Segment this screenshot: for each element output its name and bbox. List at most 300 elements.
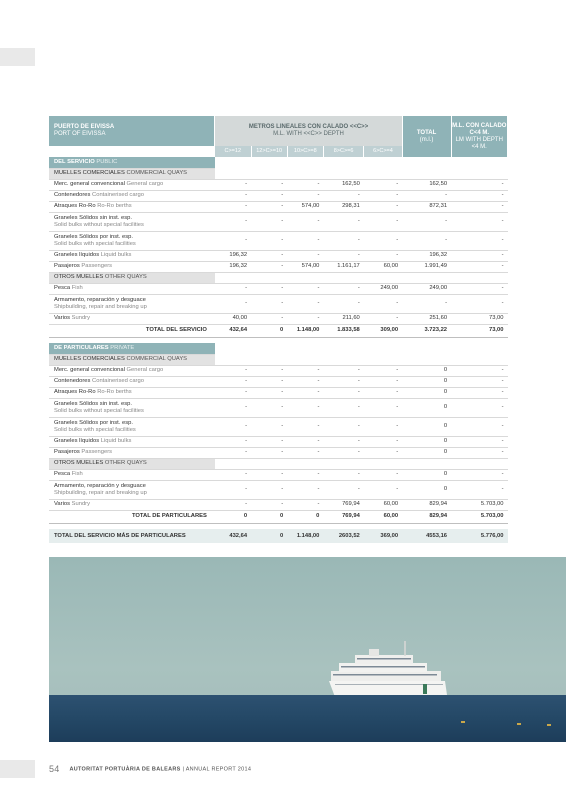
table-cell: - (323, 212, 363, 231)
row-label (49, 294, 215, 313)
section-header-spacer (215, 343, 508, 354)
table-cell: - (287, 283, 323, 294)
row-label-en: Passengers (81, 263, 113, 269)
table-cell: - (215, 201, 251, 212)
total-cell: 60,00 (364, 510, 402, 523)
page-number: 54 (49, 764, 60, 774)
table-cell: - (323, 398, 363, 417)
header-metros-es: METROS LINEALES CON CALADO <<C>> (248, 124, 369, 130)
table-cell: - (215, 469, 251, 480)
row-label (49, 376, 215, 387)
table-cell: - (251, 480, 287, 499)
row-label-es: Pesca (54, 471, 71, 477)
row-label-es: Graneles Sólidos por inst. esp. (54, 419, 133, 426)
total-cell: 309,00 (364, 324, 402, 337)
table-cell: - (364, 480, 402, 499)
table-cell: 40,00 (215, 313, 251, 324)
row-label-es: Graneles Sólidos por inst. esp. (54, 233, 133, 240)
table-cell: - (287, 212, 323, 231)
table-cell: - (287, 469, 323, 480)
table-cell: 162,50 (402, 179, 451, 190)
total-cell: 73,00 (451, 324, 507, 337)
table-cell: - (323, 294, 363, 313)
group-header-spacer (215, 168, 508, 179)
table-cell: - (287, 499, 323, 510)
header-port (49, 116, 215, 146)
row-label (49, 201, 215, 212)
row-label-en: Fish (71, 285, 83, 291)
table-cell: 60,00 (364, 499, 402, 510)
row-label-en: Sundry (71, 315, 91, 321)
table-cell: - (451, 469, 507, 480)
table-row (49, 261, 508, 272)
table-cell: - (215, 436, 251, 447)
table-cell: - (323, 190, 363, 201)
table-cell: - (402, 212, 451, 231)
section-total-row (49, 324, 508, 337)
table-cell: - (287, 231, 323, 250)
section-header (49, 157, 508, 168)
row-label (49, 469, 215, 480)
row-label-es: Graneles líquidos (54, 438, 100, 444)
sea (49, 695, 566, 742)
group-header (49, 354, 508, 365)
table-cell: 73,00 (451, 313, 507, 324)
depth-band-header: 12>C>=10 (251, 146, 287, 157)
group-header-title-en: COMMERCIAL QUAYS (126, 170, 188, 176)
group-header-label (49, 272, 215, 283)
table-cell: - (251, 212, 287, 231)
table-cell: 251,60 (402, 313, 451, 324)
table-row (49, 499, 508, 510)
table-cell: 60,00 (364, 261, 402, 272)
group-header-spacer (215, 458, 508, 469)
table-cell: - (215, 480, 251, 499)
table-cell: - (251, 190, 287, 201)
row-label-en: Containerised cargo (92, 378, 144, 384)
row-label-es: Atraques Ro-Ro (54, 389, 96, 395)
table-row (49, 212, 508, 231)
group-header-title-es: OTROS MUELLES (54, 460, 104, 466)
table-cell: 5.703,00 (451, 499, 507, 510)
header-ml-en: LM WITH DEPTH <4 M. (455, 136, 503, 150)
row-label (49, 398, 215, 417)
total-cell: 769,94 (323, 510, 363, 523)
table-cell: 196,32 (402, 250, 451, 261)
row-label-es: Atraques Ro-Ro (54, 203, 96, 209)
table-cell: - (364, 417, 402, 436)
table-cell: - (287, 376, 323, 387)
table-cell: - (287, 365, 323, 376)
grand-total-cell: 0 (251, 529, 287, 543)
table-cell: - (364, 313, 402, 324)
group-header-title-en: OTHER QUAYS (104, 274, 147, 280)
row-label-en: Fish (71, 471, 83, 477)
section-header-label (49, 343, 215, 354)
table-cell: - (364, 436, 402, 447)
row-label (49, 436, 215, 447)
table-cell: - (364, 469, 402, 480)
section-total-row (49, 510, 508, 523)
table-cell: - (215, 294, 251, 313)
header-blank (49, 146, 215, 157)
side-tab-marker (0, 760, 35, 778)
row-label (49, 480, 215, 499)
grand-total-cell: 369,00 (364, 529, 402, 543)
table-cell: - (215, 398, 251, 417)
table-cell: - (287, 294, 323, 313)
table-cell: - (251, 499, 287, 510)
section-header-title-en: PRIVATE (110, 344, 135, 351)
table-cell: - (287, 190, 323, 201)
total-cell: 5.703,00 (451, 510, 507, 523)
table-cell: 769,94 (323, 499, 363, 510)
section-header-spacer (215, 157, 508, 168)
table-cell: - (451, 436, 507, 447)
table-cell: - (451, 447, 507, 458)
table-cell: 249,00 (402, 283, 451, 294)
section-total-label: TOTAL DE PARTICULARES (49, 510, 215, 523)
table-cell: - (251, 365, 287, 376)
total-cell: 432,64 (215, 324, 251, 337)
table-cell: 0 (402, 469, 451, 480)
row-label-es: Graneles Sólidos sin inst. esp. (54, 400, 132, 407)
table-row (49, 294, 508, 313)
table-cell: - (251, 387, 287, 398)
table-cell: - (251, 201, 287, 212)
table-cell: - (451, 387, 507, 398)
table-cell: 298,31 (323, 201, 363, 212)
table-cell: - (215, 417, 251, 436)
row-label (49, 231, 215, 250)
total-cell: 0 (215, 510, 251, 523)
row-label-en: Solid bulks without special facilities (54, 221, 144, 228)
table-cell: - (323, 447, 363, 458)
total-cell: 0 (251, 324, 287, 337)
table-cell: - (323, 231, 363, 250)
table-cell: - (251, 376, 287, 387)
depth-band-header: 6>C>=4 (364, 146, 402, 157)
group-header-title-es: MUELLES COMERCIALES (54, 356, 125, 362)
table-cell: 0 (402, 480, 451, 499)
row-label-es: Graneles líquidos (54, 252, 100, 258)
table-cell: - (364, 376, 402, 387)
table-cell: - (323, 436, 363, 447)
table-cell: - (323, 387, 363, 398)
table-cell: - (251, 313, 287, 324)
section-header-title-es: DEL SERVICIO (54, 158, 95, 165)
table-row (49, 179, 508, 190)
side-tab-marker (0, 48, 35, 66)
buoy (461, 721, 465, 723)
table-cell: 0 (402, 417, 451, 436)
table-cell: - (215, 190, 251, 201)
header-total-unit: (m.l.) (419, 136, 434, 143)
table-row (49, 469, 508, 480)
ferry-photo (49, 557, 566, 742)
table-cell: - (287, 250, 323, 261)
group-header-title-en: OTHER QUAYS (104, 460, 147, 466)
table-cell: 0 (402, 398, 451, 417)
group-header-spacer (215, 272, 508, 283)
depth-band-header: 10>C>=8 (287, 146, 323, 157)
table-cell: - (215, 499, 251, 510)
row-label (49, 417, 215, 436)
table-row (49, 447, 508, 458)
table-cell: - (251, 294, 287, 313)
total-cell: 1.833,58 (323, 324, 363, 337)
table-cell: - (287, 398, 323, 417)
table-cell: - (215, 365, 251, 376)
table-row (49, 190, 508, 201)
table-cell: - (364, 387, 402, 398)
total-cell: 829,94 (402, 510, 451, 523)
row-label-en: Ro-Ro berths (97, 389, 132, 395)
table-cell: - (215, 387, 251, 398)
grand-total-cell: 5.776,00 (451, 529, 507, 543)
row-label-es: Pasajeros (54, 449, 80, 455)
group-header-spacer (215, 354, 508, 365)
table-cell: - (364, 250, 402, 261)
row-label-en: Liquid bulks (100, 438, 132, 444)
grand-total-cell: 4553,16 (402, 529, 451, 543)
grand-total-label: TOTAL DEL SERVICIO MÁS DE PARTICULARES (49, 529, 215, 543)
buoy (517, 723, 521, 725)
table-cell: - (364, 365, 402, 376)
row-label (49, 212, 215, 231)
table-cell: - (451, 294, 507, 313)
table-cell: - (451, 190, 507, 201)
table-cell: - (287, 436, 323, 447)
depth-band-header: 8>C>=6 (323, 146, 363, 157)
row-label-en: Solid bulks with special facilities (54, 426, 136, 433)
row-label (49, 283, 215, 294)
row-label-en: Sundry (71, 501, 91, 507)
row-label-es: Contenedores (54, 192, 91, 198)
table-cell: 1.991,49 (402, 261, 451, 272)
table-row (49, 283, 508, 294)
table-cell: - (364, 201, 402, 212)
table-cell: - (215, 179, 251, 190)
table-row (49, 436, 508, 447)
row-label-es: Merc. general convencional (54, 181, 125, 187)
row-label (49, 261, 215, 272)
row-label (49, 250, 215, 261)
table-cell: - (323, 480, 363, 499)
table-cell: - (287, 417, 323, 436)
page-footer (49, 764, 251, 774)
table-row (49, 250, 508, 261)
group-header-title-en: COMMERCIAL QUAYS (126, 356, 188, 362)
row-label-es: Pasajeros (54, 263, 80, 269)
section-header-label (49, 157, 215, 168)
header-total (402, 116, 451, 157)
header-total-es: TOTAL (416, 129, 437, 136)
group-header (49, 458, 508, 469)
header-metros-en: M.L. WITH <<C>> DEPTH (273, 131, 344, 137)
row-label-es: Armamento, reparación y desguace (54, 482, 146, 489)
table-cell: - (215, 212, 251, 231)
table-cell: - (364, 294, 402, 313)
table-row (49, 376, 508, 387)
table-cell: - (287, 313, 323, 324)
table-cell: 0 (402, 436, 451, 447)
table-cell: - (451, 417, 507, 436)
table-cell: - (215, 376, 251, 387)
row-label-es: Varios (54, 315, 71, 321)
row-label-en: Containerised cargo (92, 192, 144, 198)
table-cell: 0 (402, 387, 451, 398)
table-cell: - (287, 447, 323, 458)
row-label-es: Pesca (54, 285, 71, 291)
header-port-es: PUERTO DE EIVISSA (54, 124, 115, 130)
section-total-label: TOTAL DEL SERVICIO (49, 324, 215, 337)
row-label-en: Shipbuilding, repair and breaking up (54, 303, 147, 310)
group-header (49, 272, 508, 283)
total-cell: 0 (251, 510, 287, 523)
table-cell: - (451, 480, 507, 499)
group-header-label (49, 354, 215, 365)
table-cell: - (364, 231, 402, 250)
section-header-title-es: DE PARTICULARES (54, 344, 109, 351)
table-row (49, 398, 508, 417)
grand-total-cell: 1.148,00 (287, 529, 323, 543)
table-cell: 211,60 (323, 313, 363, 324)
table-cell: - (251, 436, 287, 447)
table-cell: - (251, 179, 287, 190)
header-port-en: PORT OF EIVISSA (54, 131, 106, 137)
table-cell: 0 (402, 376, 451, 387)
table-cell: 162,50 (323, 179, 363, 190)
grand-total-cell: 432,64 (215, 529, 251, 543)
row-label (49, 499, 215, 510)
footer-org: AUTORITAT PORTUÀRIA DE BALEARS (69, 766, 181, 773)
table-cell: 249,00 (364, 283, 402, 294)
table-cell: - (364, 398, 402, 417)
row-label-en: Shipbuilding, repair and breaking up (54, 489, 147, 496)
group-header-title-es: MUELLES COMERCIALES (54, 170, 125, 176)
table-cell: - (451, 283, 507, 294)
table-cell: - (251, 250, 287, 261)
group-header (49, 168, 508, 179)
header-ml (451, 116, 507, 157)
table-cell: 829,94 (402, 499, 451, 510)
depth-band-header: C>=12 (215, 146, 251, 157)
table-cell: - (451, 250, 507, 261)
table-cell: - (323, 365, 363, 376)
table-cell: 574,00 (287, 201, 323, 212)
table-cell: - (287, 179, 323, 190)
buoy (547, 724, 551, 726)
table-cell: - (323, 283, 363, 294)
table-cell: - (402, 231, 451, 250)
table-cell: 872,31 (402, 201, 451, 212)
row-label (49, 190, 215, 201)
table-cell: 0 (402, 447, 451, 458)
row-label (49, 365, 215, 376)
table-cell: 0 (402, 365, 451, 376)
table-cell: - (451, 212, 507, 231)
table-row (49, 417, 508, 436)
total-cell: 0 (287, 510, 323, 523)
table-cell: - (451, 201, 507, 212)
row-label (49, 179, 215, 190)
table-cell: - (364, 179, 402, 190)
table-cell: - (323, 376, 363, 387)
table-cell: - (451, 398, 507, 417)
grand-total-cell: 2603,52 (323, 529, 363, 543)
table-cell: - (287, 387, 323, 398)
table-cell: 574,00 (287, 261, 323, 272)
table-row (49, 365, 508, 376)
grand-total-row (49, 529, 508, 543)
row-label (49, 387, 215, 398)
table-cell: - (251, 283, 287, 294)
table-cell: 196,32 (215, 250, 251, 261)
row-label (49, 313, 215, 324)
section-header-title-en: PUBLIC (96, 158, 118, 165)
row-label-es: Merc. general convencional (54, 367, 125, 373)
table-cell: - (364, 447, 402, 458)
table-cell: - (323, 417, 363, 436)
berth-depth-table-container (49, 116, 508, 543)
group-header-label (49, 168, 215, 179)
row-label-en: General cargo (126, 181, 164, 187)
table-cell: - (402, 190, 451, 201)
table-cell: - (323, 250, 363, 261)
table-cell: - (251, 417, 287, 436)
row-label (49, 447, 215, 458)
berth-depth-table (49, 116, 508, 543)
table-cell: - (251, 398, 287, 417)
row-label-en: Solid bulks with special facilities (54, 240, 136, 247)
table-cell: - (364, 212, 402, 231)
table-row (49, 201, 508, 212)
row-label-es: Graneles Sólidos sin inst. esp. (54, 214, 132, 221)
row-label-en: Liquid bulks (100, 252, 132, 258)
footer-report: ANNUAL REPORT 2014 (185, 766, 252, 773)
table-cell: - (323, 469, 363, 480)
table-body (49, 157, 508, 543)
row-label-en: General cargo (126, 367, 164, 373)
row-label-es: Contenedores (54, 378, 91, 384)
table-cell: - (251, 231, 287, 250)
table-cell: - (451, 261, 507, 272)
total-cell: 1.148,00 (287, 324, 323, 337)
table-cell: - (364, 190, 402, 201)
total-cell: 3.723,22 (402, 324, 451, 337)
group-header-title-es: OTROS MUELLES (54, 274, 104, 280)
table-cell: - (215, 283, 251, 294)
row-label-en: Ro-Ro berths (97, 203, 132, 209)
table-cell: - (287, 480, 323, 499)
table-row (49, 231, 508, 250)
row-label-en: Solid bulks without special facilities (54, 407, 144, 414)
table-cell: - (251, 447, 287, 458)
table-cell: - (451, 231, 507, 250)
table-cell: 1.161,17 (323, 261, 363, 272)
table-cell: - (251, 261, 287, 272)
table-cell: - (215, 231, 251, 250)
group-header-label (49, 458, 215, 469)
footer-separator: | (182, 766, 185, 773)
table-row (49, 387, 508, 398)
table-row (49, 480, 508, 499)
ferry-ship-illustration (325, 639, 501, 701)
header-ml-es: M.L. CON CALADO C<4 M. (452, 122, 507, 136)
table-cell: - (451, 376, 507, 387)
section-header (49, 343, 508, 354)
